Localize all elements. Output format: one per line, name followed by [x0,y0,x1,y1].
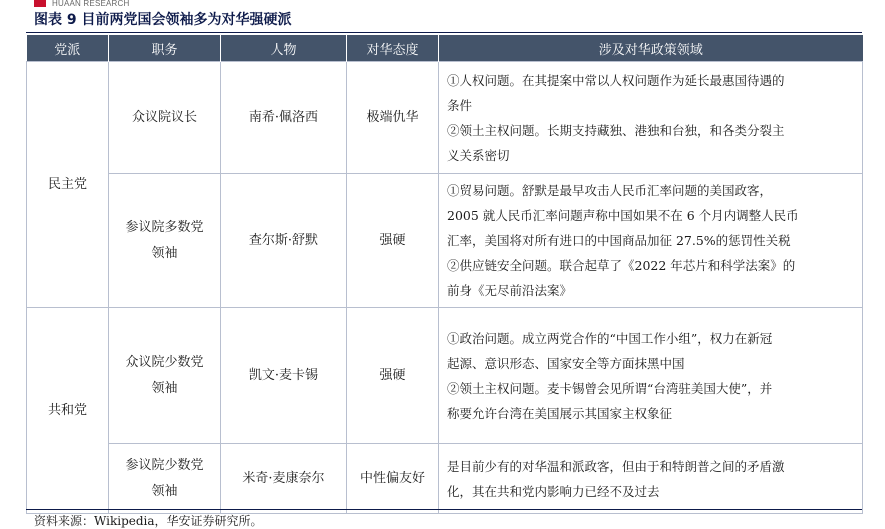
attitude-cell: 强硬 [347,174,439,308]
policy-line: ②供应链安全问题。联合起草了《2022 年芯片和科学法案》的 [447,258,796,273]
policy-line: 化，其在共和党内影响力已经不及过去 [447,483,660,499]
position-line: 领袖 [151,380,178,396]
brand-name: HUAAN RESEARCH [52,0,130,8]
party-cell: 民主党 [27,62,109,308]
policy-line: ①政治问题。成立两党合作的“中国工作小组”，权力在新冠 [447,330,773,346]
leaders-table [26,35,863,514]
policy-line: 起源、意识形态、国家安全等方面抹黑中国 [447,355,685,371]
policy-line: ①贸易问题。舒默是最早攻击人民币汇率问题的美国政客， [447,183,773,198]
person-cell: 凯文·麦卡锡 [221,308,347,444]
attitude-cell: 中性偏友好 [347,444,439,514]
person-cell: 查尔斯·舒默 [221,174,347,308]
policy-cell [439,308,863,444]
person-cell: 米奇·麦康奈尔 [221,444,347,514]
attitude-cell: 极端仇华 [347,62,439,174]
source-note: 资料来源：Wikipedia，华安证券研究所。 [34,514,263,528]
column-header-person: 人物 [221,35,347,62]
person-cell: 南希·佩洛西 [221,62,347,174]
party-cell: 共和党 [27,308,109,514]
position-line: 众议院少数党 [125,354,204,370]
policy-line: ①人权问题。在其提案中常以人权问题作为延长最惠国待遇的 [447,72,785,88]
column-header-party: 党派 [27,35,109,62]
header-logo [34,0,129,8]
position-cell [109,174,221,308]
table-row [27,444,863,514]
position-cell [109,444,221,514]
table-row [27,174,863,308]
policy-line: 称要允许台湾在美国展示其国家主权象征 [447,405,673,421]
policy-line: 前身《无尽前沿法案》 [447,283,573,298]
column-header-attitude: 对华态度 [347,35,439,62]
policy-line: 是目前少有的对华温和派政客，但由于和特朗普之间的矛盾激 [447,458,785,474]
table-header-row [27,35,863,62]
position-line: 参议院少数党 [125,457,204,473]
policy-line: ②领土主权问题。长期支持藏独、港独和台独，和各类分裂主 [447,122,785,138]
column-header-position: 职务 [109,35,221,62]
policy-line: ②领土主权问题。麦卡锡曾会见所谓“台湾驻美国大使”，并 [447,380,773,396]
policy-line: 2005 就人民币汇率问题声称中国如果不在 6 个月内调整人民币 [447,208,799,223]
brand-logo-icon [34,0,46,7]
table-row [27,62,863,174]
source-divider [26,509,862,510]
position-line: 领袖 [151,245,178,261]
position-cell [109,308,221,444]
policy-cell [439,174,863,308]
position-line: 领袖 [151,483,178,499]
attitude-cell: 强硬 [347,308,439,444]
policy-line: 汇率，美国将对所有进口的中国商品加征 27.5%的惩罚性关税 [447,233,791,248]
figure-title: 图表 9 目前两党国会领袖多为对华强硬派 [34,12,292,28]
position-line: 众议院议长 [131,109,197,125]
policy-line: 义关系密切 [447,147,510,163]
policy-line: 条件 [447,97,473,113]
policy-cell [439,444,863,514]
title-divider [26,32,862,33]
policy-cell [439,62,863,174]
position-line: 参议院多数党 [125,219,204,235]
position-cell [109,62,221,174]
table-row [27,308,863,444]
column-header-policy: 涉及对华政策领域 [439,35,863,62]
